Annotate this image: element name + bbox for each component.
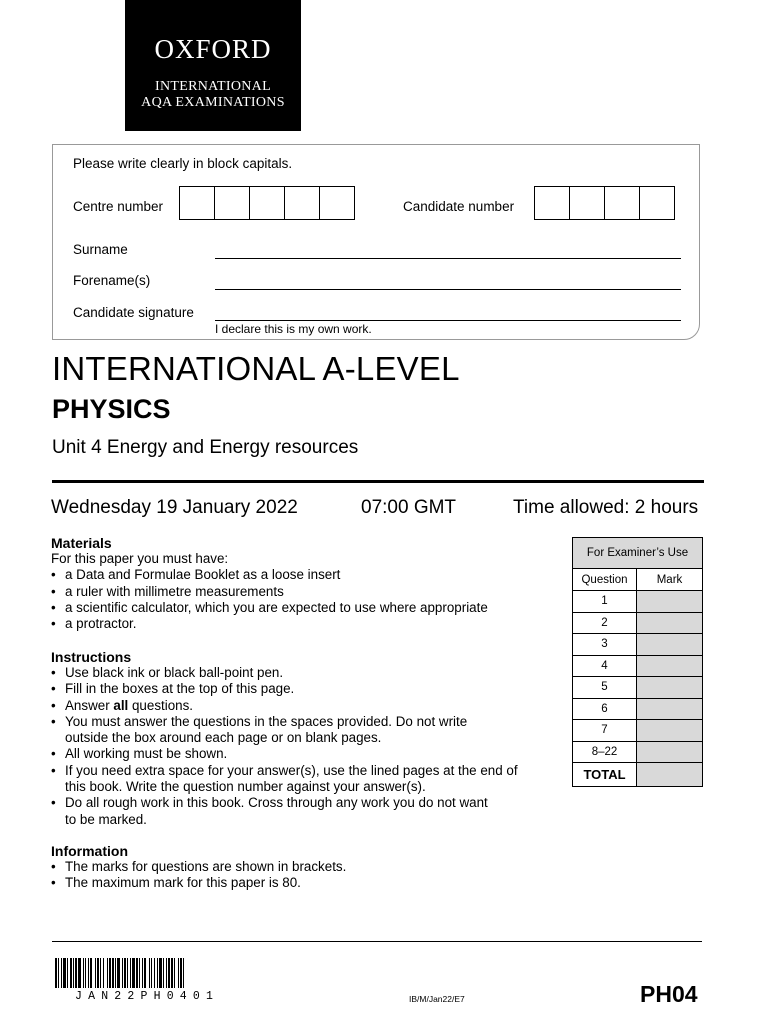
candidate-number-label: Candidate number: [403, 199, 515, 214]
subject-title: PHYSICS: [52, 394, 171, 424]
table-row: [573, 634, 702, 656]
barcode-bar: [107, 958, 108, 988]
table-row: [573, 591, 702, 613]
barcode-bar: [174, 958, 175, 988]
mark-cell: [637, 742, 702, 763]
barcode-bar: [97, 958, 99, 988]
logo-line-oxford: OXFORD: [154, 34, 272, 64]
list-item: [51, 698, 561, 714]
mark-cell: [637, 656, 702, 677]
item-line: this book. Write the question number against your answer(s).: [65, 779, 426, 795]
footer-divider: [52, 941, 702, 942]
question-number: 7: [573, 720, 637, 741]
declaration-text: I declare this is my own work.: [215, 322, 372, 336]
question-number: 6: [573, 699, 637, 720]
question-number: 3: [573, 634, 637, 655]
question-number: 5: [573, 677, 637, 698]
title-divider: [52, 480, 704, 483]
candidate-number-digit-box[interactable]: [604, 186, 640, 220]
barcode-bar: [180, 958, 182, 988]
oxford-aqa-logo: [125, 0, 301, 131]
question-number: 1: [573, 591, 637, 612]
surname-label: Surname: [73, 242, 128, 257]
item-line: Do all rough work in this book. Cross through any work you do not want: [65, 795, 488, 811]
examiner-table-header-row: [573, 569, 702, 591]
list-item: • a Data and Formulae Booklet as a loose insert: [51, 567, 561, 583]
mark-cell: [637, 677, 702, 698]
candidate-number-boxes[interactable]: [534, 186, 675, 220]
information-heading: Information: [51, 843, 128, 859]
answer-text: Answer: [65, 697, 114, 713]
examiner-use-table: [572, 537, 703, 787]
total-row: [573, 763, 702, 786]
barcode-bar: [103, 958, 104, 988]
list-item: [51, 714, 561, 747]
list-item: • Use black ink or black ball-point pen.: [51, 665, 561, 681]
logo-line-international: INTERNATIONAL: [155, 79, 271, 94]
table-row: [573, 677, 702, 699]
barcode-bar: [124, 958, 126, 988]
table-row: [573, 742, 702, 764]
list-item: • The marks for questions are shown in brackets.: [51, 859, 561, 875]
barcode-bar: [83, 958, 84, 988]
materials-heading: Materials: [51, 535, 112, 551]
barcode-bar: [163, 958, 164, 988]
list-item: [51, 763, 561, 796]
barcode-bar: [130, 958, 131, 988]
centre-number-label: Centre number: [73, 199, 164, 214]
mark-cell: [637, 720, 702, 741]
instructions-list: [51, 665, 561, 828]
mark-cell: [637, 613, 702, 634]
mark-cell: [637, 634, 702, 655]
table-row: [573, 699, 702, 721]
barcode-bar: [178, 958, 179, 988]
barcode-bar: [73, 958, 74, 988]
barcode-bar: [154, 958, 155, 988]
materials-section: [51, 535, 561, 632]
barcode-bar: [90, 958, 92, 988]
barcode-bar: [149, 958, 150, 988]
barcode-bar: [75, 958, 77, 988]
mark-cell: [637, 591, 702, 612]
questions-text: questions.: [128, 697, 194, 713]
centre-number-digit-box[interactable]: [179, 186, 215, 220]
barcode-bar: [183, 958, 184, 988]
barcode-bar: [70, 958, 72, 988]
barcode-bar: [85, 958, 86, 988]
mark-column-header: Mark: [656, 573, 683, 586]
table-row: [573, 720, 702, 742]
list-item: • a protractor.: [51, 616, 561, 632]
barcode-bar: [171, 958, 173, 988]
block-capitals-instruction: Please write clearly in block capitals.: [73, 156, 293, 171]
mark-cell: [637, 699, 702, 720]
barcode-bar: [78, 958, 81, 988]
time-allowed: Time allowed: 2 hours: [513, 497, 699, 518]
barcode-bar: [168, 958, 170, 988]
centre-number-digit-box[interactable]: [319, 186, 355, 220]
barcode-bar: [112, 958, 114, 988]
barcode-bar: [157, 958, 158, 988]
centre-number-digit-box[interactable]: [284, 186, 320, 220]
barcode-bar: [139, 958, 140, 988]
barcode-bar: [117, 958, 120, 988]
barcode-bar: [151, 958, 152, 988]
barcode-bar: [58, 958, 59, 988]
barcode-icon: [55, 958, 283, 988]
paper-code: PH04: [640, 981, 698, 1007]
question-number: 2: [573, 613, 637, 634]
barcode-bar: [144, 958, 146, 988]
list-item: [51, 795, 561, 828]
barcode-bar: [132, 958, 135, 988]
barcode-bar: [63, 958, 66, 988]
barcode-bar: [67, 958, 68, 988]
candidate-number-digit-box[interactable]: [534, 186, 570, 220]
barcode-text: JAN22PH0401: [75, 990, 220, 1003]
materials-list: [51, 567, 561, 632]
exam-time: 07:00 GMT: [361, 497, 457, 518]
barcode-bar: [166, 958, 167, 988]
question-column-header: Question: [573, 569, 637, 590]
examiner-table-title: For Examiner’s Use: [573, 538, 702, 569]
barcode-bar: [122, 958, 123, 988]
barcode-bar: [127, 958, 128, 988]
list-item: • All working must be shown.: [51, 746, 561, 762]
item-line: outside the box around each page or on blank pages.: [65, 730, 382, 746]
unit-title: Unit 4 Energy and Energy resources: [52, 437, 359, 458]
question-number: 8–22: [573, 742, 637, 763]
information-list: [51, 859, 561, 892]
paper-reference: IB/M/Jan22/E7: [409, 994, 465, 1004]
list-item: • a ruler with millimetre measurements: [51, 584, 561, 600]
total-label: TOTAL: [573, 763, 637, 786]
table-row: [573, 656, 702, 678]
signature-line[interactable]: [215, 320, 681, 321]
barcode-bar: [88, 958, 89, 988]
barcode-bar: [100, 958, 101, 988]
barcode-bar: [142, 958, 143, 988]
centre-number-digit-box[interactable]: [249, 186, 285, 220]
centre-number-digit-box[interactable]: [214, 186, 250, 220]
forename-line[interactable]: [215, 289, 681, 290]
materials-intro: For this paper you must have:: [51, 551, 229, 566]
instructions-heading: Instructions: [51, 649, 132, 665]
instructions-section: [51, 649, 561, 828]
information-section: [51, 843, 561, 892]
list-item: • Fill in the boxes at the top of this page.: [51, 681, 561, 697]
list-item: • a scientific calculator, which you are expected to use where appropriate: [51, 600, 561, 616]
forename-label: Forename(s): [73, 273, 151, 288]
barcode-bar: [95, 958, 96, 988]
barcode-bar: [55, 958, 57, 988]
item-line: If you need extra space for your answer(s), use the lined pages at the end of: [65, 762, 518, 778]
candidate-details-box: [52, 144, 700, 340]
table-row: [573, 613, 702, 635]
barcode-bar: [109, 958, 111, 988]
exam-date: Wednesday 19 January 2022: [51, 497, 298, 518]
barcode-bar: [115, 958, 116, 988]
barcode-bar: [136, 958, 138, 988]
centre-number-boxes[interactable]: [179, 186, 355, 220]
candidate-number-digit-box[interactable]: [569, 186, 605, 220]
list-item: • The maximum mark for this paper is 80.: [51, 875, 561, 891]
question-number: 4: [573, 656, 637, 677]
item-line: You must answer the questions in the spaces provided. Do not write: [65, 713, 468, 729]
logo-line-aqa: AQA EXAMINATIONS: [141, 95, 285, 110]
qualification-title: INTERNATIONAL A-LEVEL: [52, 350, 460, 387]
candidate-number-digit-box[interactable]: [639, 186, 675, 220]
answer-all-emphasis: all: [113, 697, 129, 713]
total-mark-cell: [637, 763, 702, 786]
signature-label: Candidate signature: [73, 305, 194, 320]
barcode-bar: [159, 958, 162, 988]
item-line: to be marked.: [65, 811, 147, 827]
surname-line[interactable]: [215, 258, 681, 259]
barcode-bar: [61, 958, 62, 988]
